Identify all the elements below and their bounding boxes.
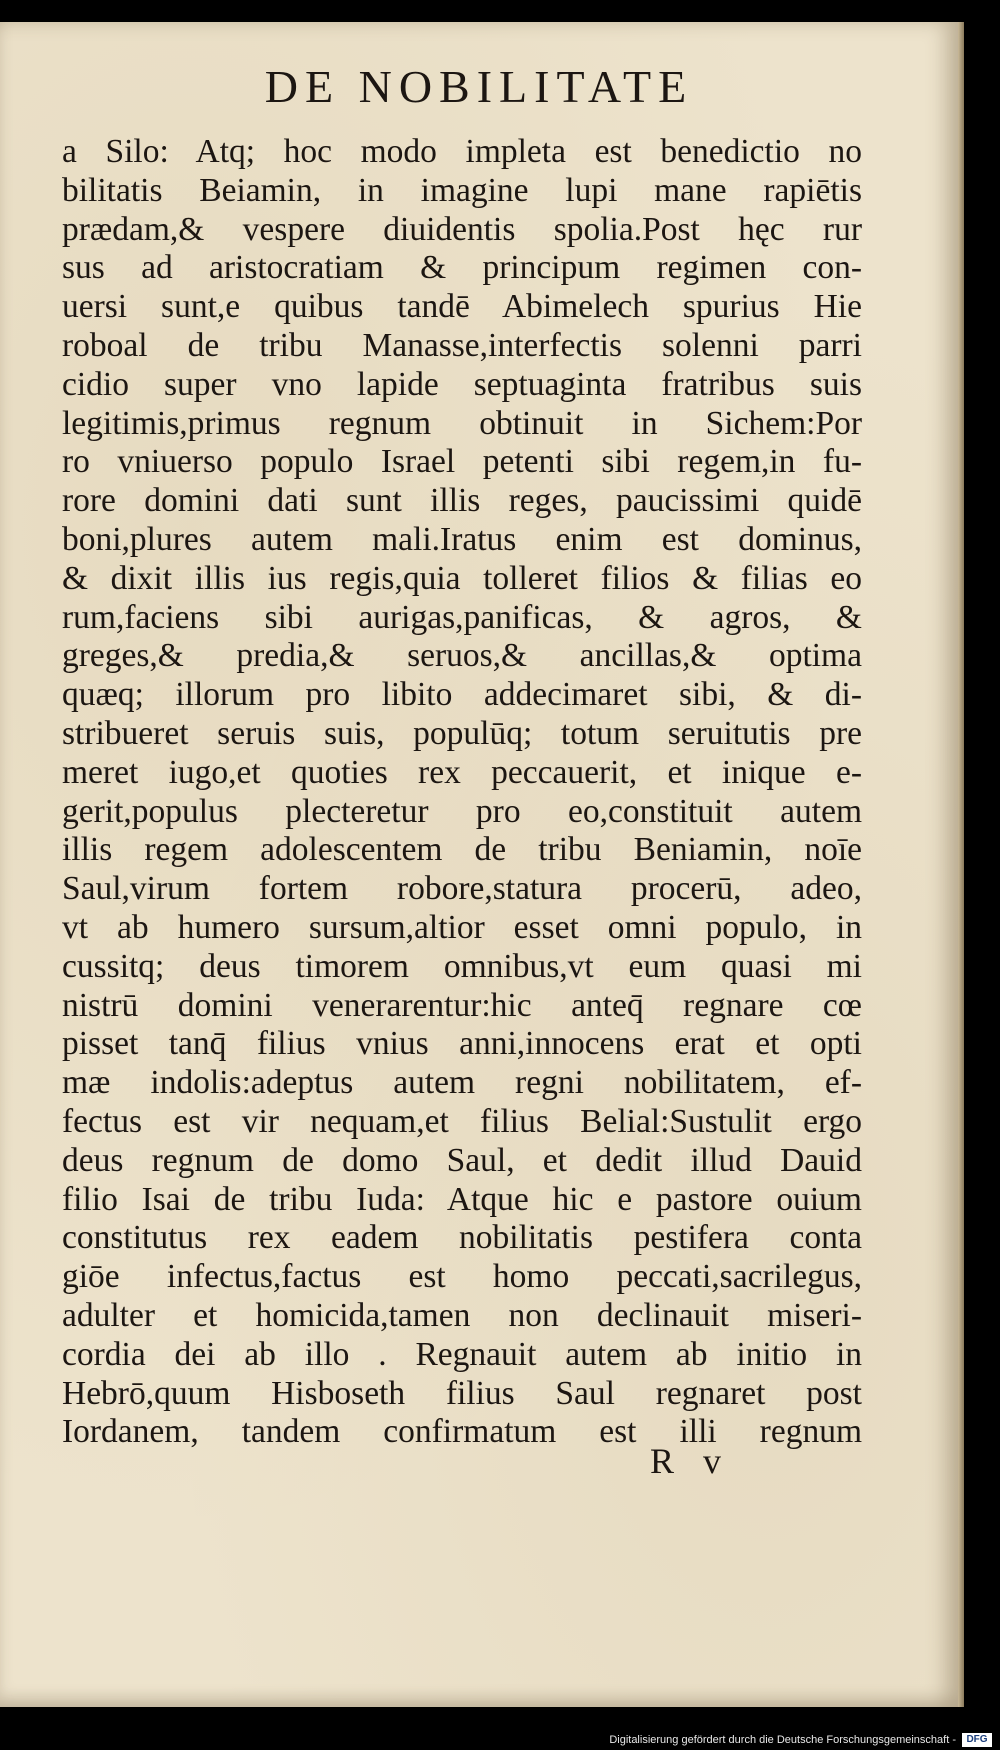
text-line: Hebrō,quum Hisboseth filius Saul regnaret post [62,1374,862,1412]
text-line: Saul,virum fortem robore,statura procerū, adeo, [62,870,862,908]
text-line: roboal de tribu Manasse,interfectis solenni parri [62,326,862,364]
text-line: quæq; illorum pro libito addecimaret sibi, & di- [62,676,862,714]
text-line: pisset tanq̄ filius vnius anni,innocens erat et opti [62,1025,862,1063]
text-line: legitimis,primus regnum obtinuit in Sichem:Por [62,404,862,442]
text-line: a Silo: Atq; hoc modo impleta est benedictio no [62,133,862,170]
text-line: mæ indolis:adeptus autem regni nobilitatem, ef- [62,1064,862,1102]
text-line: illis regem adolescentem de tribu Beniamin, noīe [62,831,862,869]
page-edge [958,22,964,1707]
text-line: sus ad aristocratiam & principum regimen con- [62,249,862,287]
text-line: cidio super vno lapide septuaginta fratribus suis [62,365,862,403]
footer-credit: Digitalisierung gefördert durch die Deutsche Forschungsgemeinschaft - [609,1734,956,1746]
text-line: deus regnum de domo Saul, et dedit illud Dauid [62,1141,862,1179]
text-line: rum,faciens sibi aurigas,panificas, & agros, & [62,598,862,636]
text-block [62,133,862,1452]
text-line: greges,& predia,& seruos,& ancillas,& optima [62,637,862,675]
text-line: boni,plures autem mali.Iratus enim est dominus, [62,520,862,558]
text-line: filio Isai de tribu Iuda: Atque hic e pastore ouium [62,1180,862,1218]
text-line: fectus est vir nequam,et filius Belial:Sustulit ergo [62,1102,862,1140]
text-line: prædam,& vespere diuidentis spolia.Post hęc rur [62,210,862,248]
text-line: adulter et homicida,tamen non declinauit miseri- [62,1296,862,1334]
dfg-logo: DFG [962,1733,992,1747]
text-line: stribueret seruis suis, populūq; totum seruitutis pre [62,714,862,752]
text-line: meret iugo,et quoties rex peccauerit, et inique e- [62,753,862,791]
text-line: cordia dei ab illo . Regnauit autem ab initio in [62,1335,862,1373]
text-line: Iordanem, tandem confirmatum est illi regnum [62,1413,862,1451]
text-line: constitutus rex eadem nobilitatis pestifera conta [62,1219,862,1257]
text-line: bilitatis Beiamin, in imagine lupi mane rapiētis [62,171,862,209]
text-line: gerit,populus plecteretur pro eo,constituit autem [62,792,862,830]
signature-mark: R v [650,1441,732,1481]
text-line: uersi sunt,e quibus tandē Abimelech spurius Hie [62,288,862,326]
text-line: vt ab humero sursum,altior esset omni populo, in [62,908,862,946]
text-line: ro vniuerso populo Israel petenti sibi regem,in fu- [62,443,862,481]
text-line: & dixit illis ius regis,quia tolleret filios & filias eo [62,559,862,597]
text-line: nistrū domini venerarentur:hic anteq̄ regnare cœ [62,986,862,1024]
text-line: giōe infectus,factus est homo peccati,sacrilegus, [62,1258,862,1296]
running-head: DE NOBILITATE [264,61,694,112]
text-line: cussitq; deus timorem omnibus,vt eum quasi mi [62,947,862,985]
text-line: rore domini dati sunt illis reges, paucissimi quidē [62,482,862,520]
